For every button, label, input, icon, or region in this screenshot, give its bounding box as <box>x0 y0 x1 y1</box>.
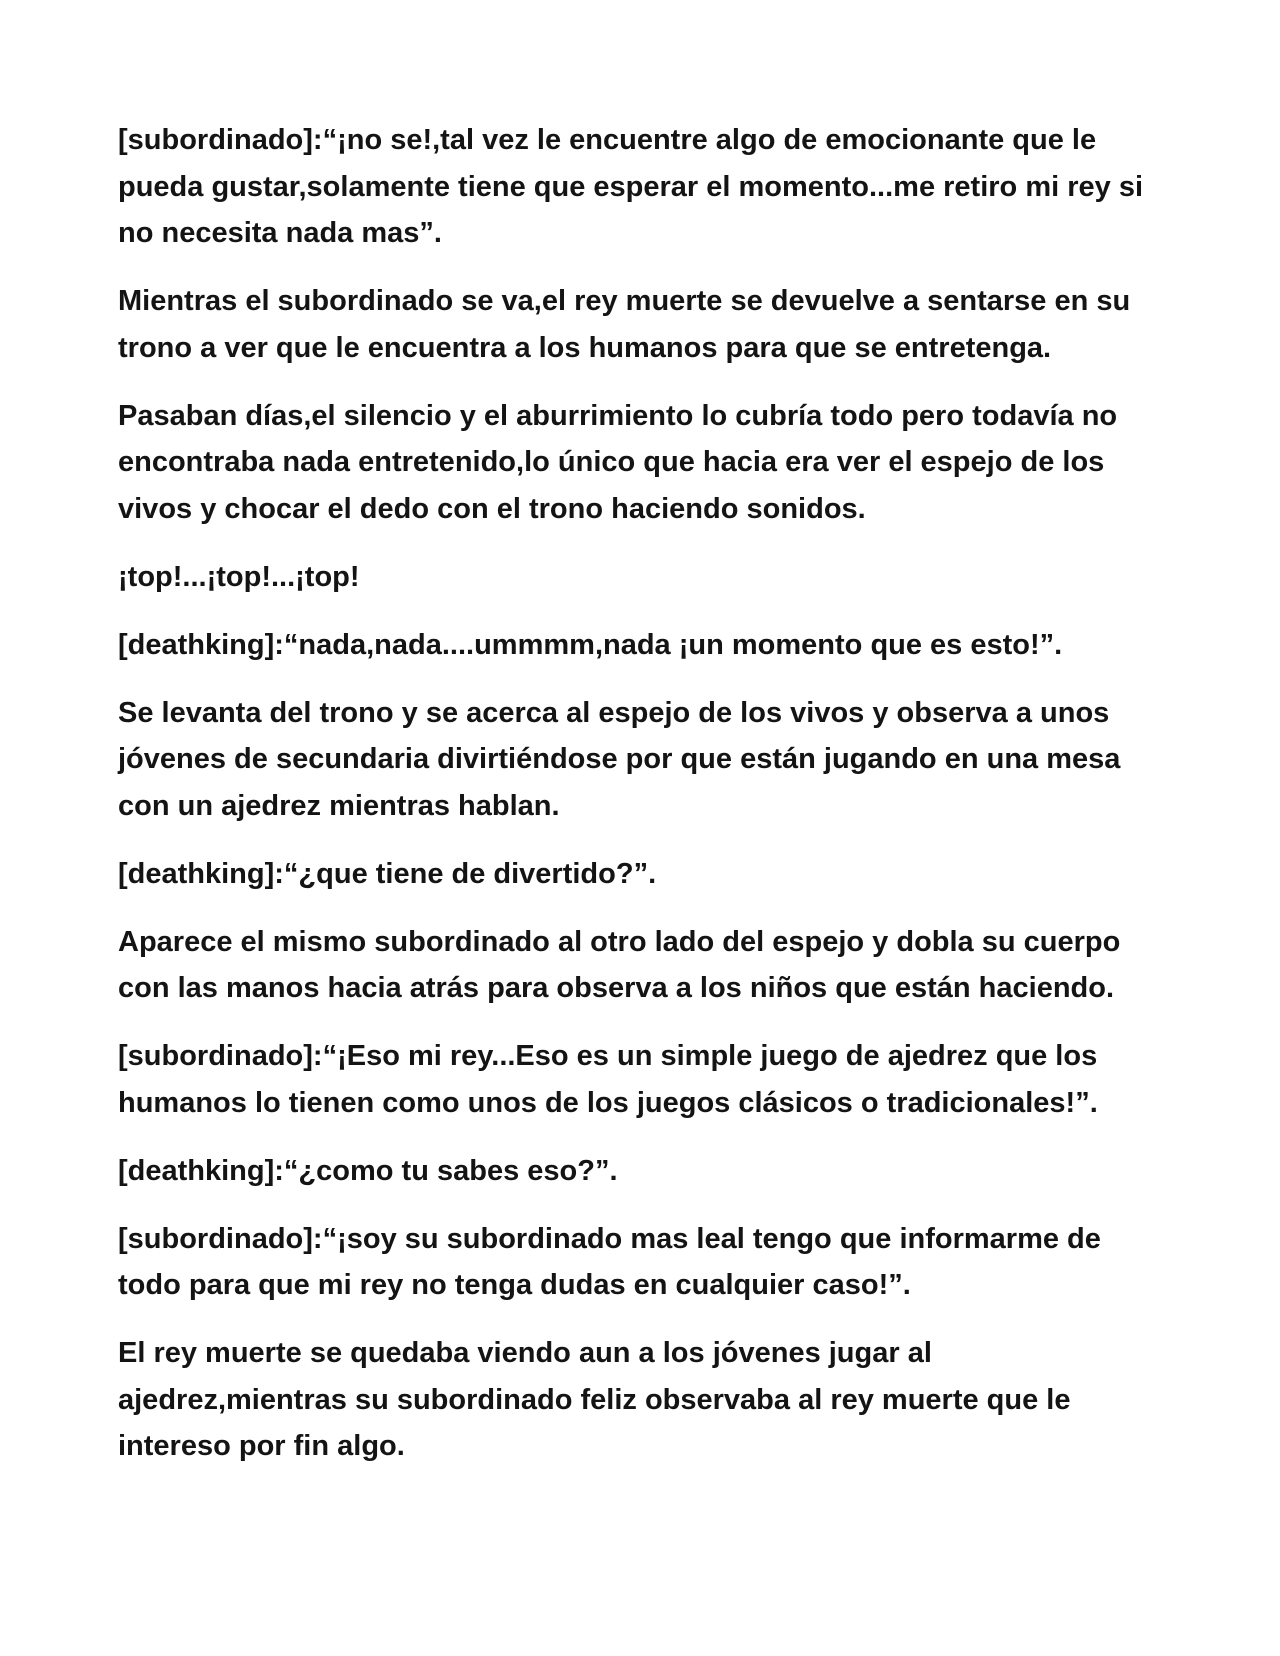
text-line: [subordinado]:“¡Eso mi rey...Eso es un simple juego de ajedrez que los <box>118 1040 1098 1072</box>
text-line: con las manos hacia atrás para observa a los niños que están haciendo. <box>118 972 1115 1004</box>
text-line: vivos y chocar el dedo con el trono haciendo sonidos. <box>118 492 866 525</box>
paragraph <box>118 622 1220 669</box>
text-line: [subordinado]:“¡no se!,tal vez le encuentre algo de emocionante que le <box>118 124 1097 156</box>
text-line: con un ajedrez mientras hablan. <box>118 789 560 822</box>
paragraph <box>118 1330 1220 1470</box>
paragraph <box>118 919 1220 1012</box>
text-line: Aparece el mismo subordinado al otro lado del espejo y dobla su cuerpo <box>118 925 1121 958</box>
text-line: todo para que mi rey no tenga dudas en cualquier caso!”. <box>118 1269 911 1301</box>
paragraph <box>118 851 1220 898</box>
text-line: pueda gustar,solamente tiene que esperar el momento...me retiro mi rey si <box>118 170 1144 203</box>
text-line: Mientras el subordinado se va,el rey muerte se devuelve a sentarse en su <box>118 285 1131 317</box>
text-line: intereso por fin algo. <box>118 1430 405 1462</box>
text-line: jóvenes de secundaria divirtiéndose por que están jugando en una mesa <box>118 743 1121 775</box>
text-line: no necesita nada mas”. <box>118 217 442 249</box>
paragraph <box>118 1148 1220 1195</box>
text-line: trono a ver que le encuentra a los humanos para que se entretenga. <box>118 331 1052 364</box>
text-line: El rey muerte se quedaba viendo aun a los jóvenes jugar al <box>118 1337 932 1369</box>
text-line: Pasaban días,el silencio y el aburrimiento lo cubría todo pero todavía no <box>118 399 1118 432</box>
paragraph <box>118 554 1220 601</box>
paragraph <box>118 1033 1220 1126</box>
text-line: [deathking]:“nada,nada....ummmm,nada ¡un momento que es esto!”. <box>118 628 1063 661</box>
paragraph <box>118 690 1220 830</box>
text-line: humanos lo tienen como unos de los juegos clásicos o tradicionales!”. <box>118 1086 1098 1119</box>
paragraph <box>118 393 1220 533</box>
text-line: [subordinado]:“¡soy su subordinado mas leal tengo que informarme de <box>118 1222 1101 1255</box>
paragraph <box>118 117 1220 257</box>
text-line: encontraba nada entretenido,lo único que hacia era ver el espejo de los <box>118 446 1105 478</box>
text-line: [deathking]:“¿que tiene de divertido?”. <box>118 857 657 890</box>
text-line: [deathking]:“¿como tu sabes eso?”. <box>118 1154 618 1187</box>
text-line: ¡top!...¡top!...¡top! <box>118 560 360 593</box>
text-line: Se levanta del trono y se acerca al espejo de los vivos y observa a unos <box>118 696 1110 729</box>
paragraph <box>118 278 1220 371</box>
paragraph <box>118 1216 1220 1309</box>
text-line: ajedrez,mientras su subordinado feliz observaba al rey muerte que le <box>118 1383 1071 1416</box>
